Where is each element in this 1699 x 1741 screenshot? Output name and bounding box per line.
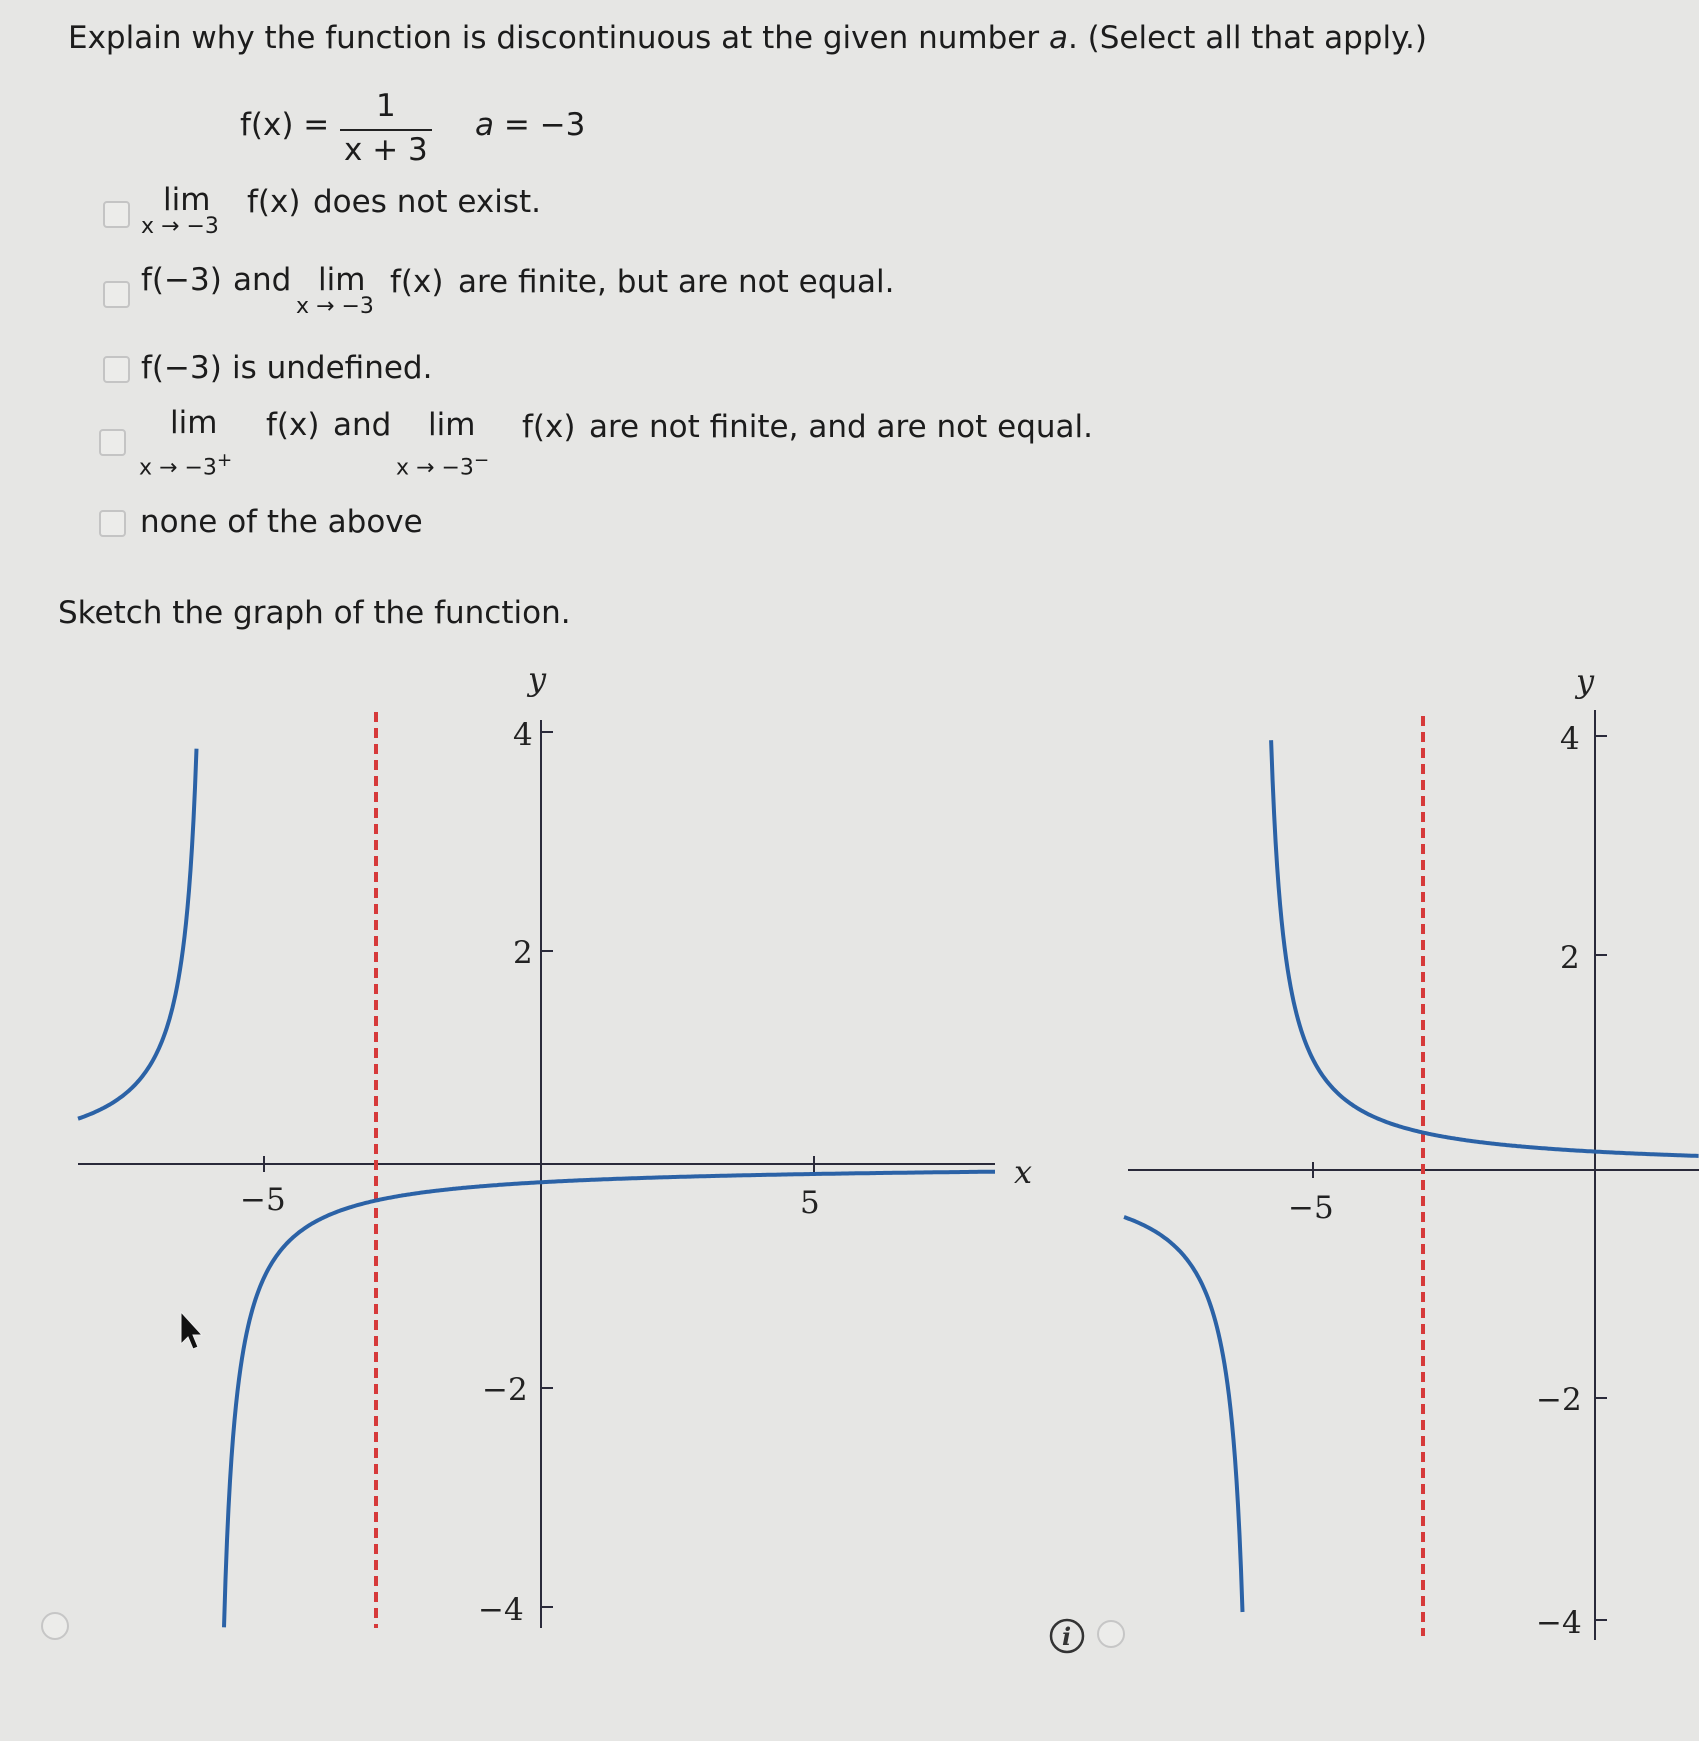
function-label: f(x) = (240, 107, 330, 143)
graph2-y-label: y (1576, 662, 1595, 700)
graph1-xtick-neg5: −5 (240, 1182, 286, 1218)
opt4-text: are not finite, and are not equal. (589, 409, 1093, 445)
opt4-sub1: x → −3 (139, 455, 217, 481)
opt2-text: are finite, but are not equal. (458, 264, 895, 300)
graph2-curve-right (1271, 740, 1699, 1156)
mouse-cursor-icon (181, 1312, 202, 1349)
a-value: = −3 (503, 107, 586, 143)
opt2-lim: lim (318, 262, 366, 298)
opt4-fx-2: f(x) (522, 409, 576, 445)
graph2-curve-left (1124, 1217, 1243, 1612)
svg-text:i: i (1062, 1622, 1072, 1651)
opt2-lim-sub: x → −3 (296, 294, 374, 319)
info-icon[interactable] (1051, 1620, 1083, 1652)
opt2-f: f(−3) (141, 262, 222, 298)
graph2-ytick-4: 4 (1560, 721, 1580, 757)
graph1-ytick-neg2: −2 (482, 1372, 528, 1408)
opt3-text: is undefined. (232, 350, 433, 386)
opt1-text: does not exist. (313, 184, 541, 220)
opt4-and: and (333, 407, 392, 443)
opt4-sub2: x → −3 (396, 455, 474, 481)
graph2-ytick-neg4: −4 (1536, 1605, 1582, 1641)
opt1-lim-sub: x → −3 (141, 214, 219, 239)
fraction-numerator: 1 (376, 88, 396, 124)
graph1-ticks (264, 732, 814, 1607)
graph2-ticks (1313, 736, 1607, 1620)
graph2-ytick-neg2: −2 (1536, 1382, 1582, 1418)
graph1-ytick-4: 4 (513, 717, 533, 753)
opt4-lim-2: lim (428, 407, 476, 443)
prompt-start: Explain why the function is discontinuous at the given number (68, 20, 1049, 56)
opt2-and: and (233, 262, 292, 298)
graph1-curve-left (78, 749, 197, 1119)
prompt-end: . (Select all that apply.) (1067, 20, 1427, 56)
opt3-f: f(−3) (141, 350, 222, 386)
graph-choice-2 (1124, 662, 1699, 1641)
graph-choice-1 (78, 660, 1032, 1628)
opt2-fx: f(x) (390, 264, 444, 300)
a-var: a (475, 107, 494, 143)
fraction-denominator: x + 3 (344, 132, 428, 168)
graph1-curve-right (224, 1172, 995, 1628)
opt4-fx-1: f(x) (266, 407, 320, 443)
graph1-ytick-2: 2 (513, 935, 533, 971)
graph1-y-label: y (528, 660, 547, 698)
graph2-xtick-neg5: −5 (1288, 1190, 1334, 1226)
sketch-prompt: Sketch the graph of the function. (58, 595, 571, 631)
opt1-lim: lim (163, 182, 211, 218)
opt1-fx: f(x) (247, 184, 301, 220)
graph1-x-label: x (1014, 1153, 1033, 1191)
graph-choice-2-radio[interactable] (1097, 1620, 1125, 1648)
opt4-sup2: − (473, 450, 490, 471)
graph2-ytick-2: 2 (1560, 940, 1580, 976)
opt4-lim-1: lim (170, 405, 218, 441)
graph1-xtick-5: 5 (800, 1185, 820, 1221)
graph1-ytick-neg4: −4 (478, 1592, 524, 1628)
opt5-text: none of the above (140, 504, 423, 540)
graph-choice-1-radio[interactable] (41, 1612, 69, 1640)
opt4-sup1: + (216, 450, 233, 471)
prompt-var: a (1048, 20, 1068, 56)
